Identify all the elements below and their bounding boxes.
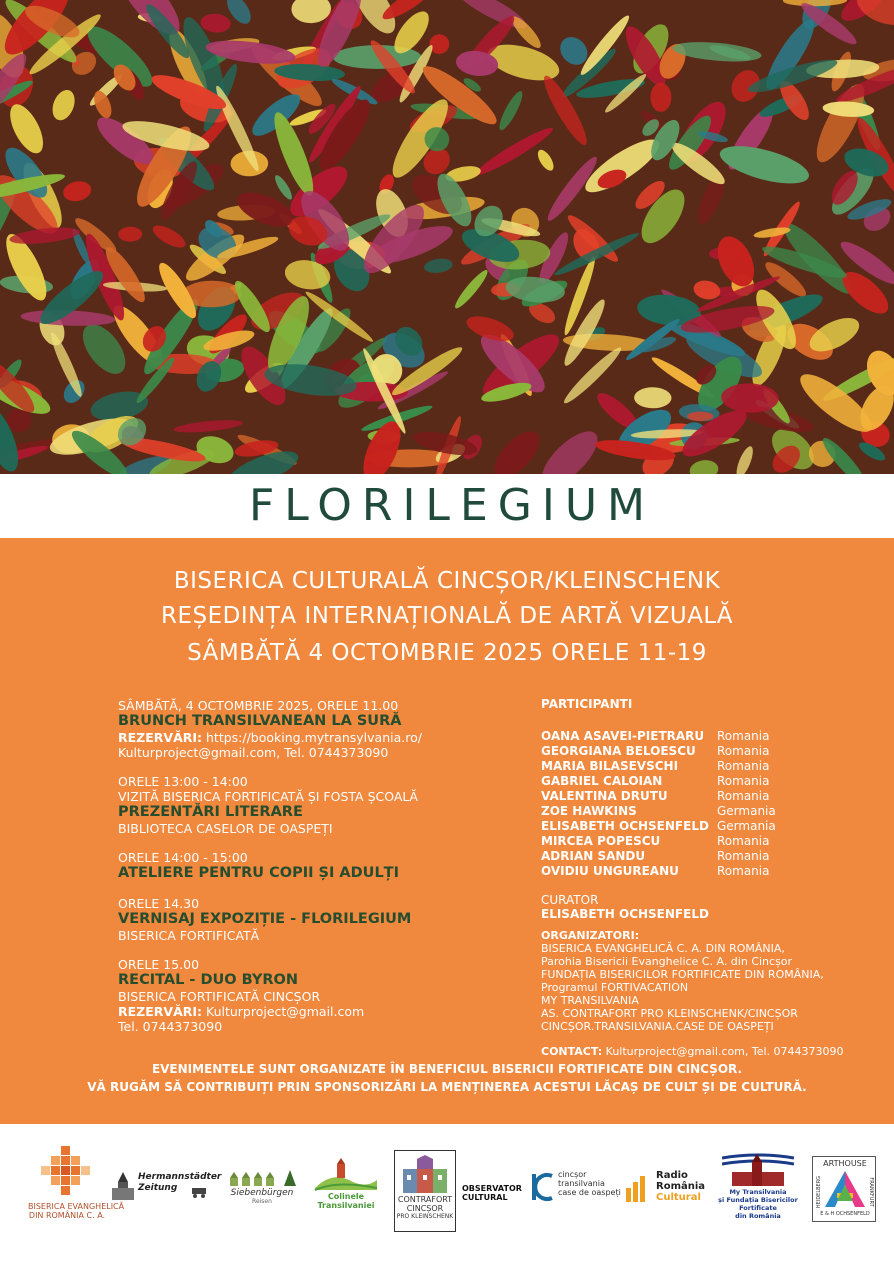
contact-phone: Tel. 0744373090 [118,1019,223,1034]
logo-label: Cultural [656,1192,701,1203]
participant-row [541,864,871,879]
participant-row [541,789,871,804]
logo-label: BISERICA EVANGHELICĂ [28,1202,125,1211]
logo-label: CINCȘOR [406,1204,444,1213]
schedule-block-literary [118,774,422,836]
logo-label: din România [735,1212,781,1220]
sponsor-logos [0,1124,894,1263]
organizer-line: FUNDAȚIA BISERICILOR FORTIFICATE DIN ROMÂNIA, [541,968,824,981]
participants-heading: PARTICIPANTI [541,697,633,711]
participant-name: MARIA BILASEVSCHI [541,759,679,773]
logo-label: Siebenbürgen [230,1188,294,1198]
participant-row [541,849,871,864]
event-detail: VIZITĂ BISERICA FORTIFICATĂ ȘI FOSTA ȘCOALĂ [118,789,418,804]
title-band [0,474,894,538]
participant-country: Germania [717,819,776,833]
logo-label: Radio [656,1170,688,1181]
radio-waves-icon [624,1172,652,1204]
logo-label: Zeitung [138,1183,178,1193]
organizer-line: BISERICA EVANGHELICĂ C. A. DIN ROMÂNIA, [541,942,785,955]
fortified-church-icon [722,1152,794,1188]
event-time: SÂMBĂTĂ, 4 OCTOMBRIE 2025, ORELE 11.00 [118,698,399,713]
hills-church-icon [313,1158,379,1192]
event-title: BRUNCH TRANSILVANEAN LA SURĂ [118,713,402,729]
logo-label: cincșor [558,1170,587,1179]
participant-country: Romania [717,744,770,758]
ic-monogram-icon [530,1170,554,1204]
participant-country: Romania [717,789,770,803]
event-title: VERNISAJ EXPOZIȚIE - FLORILEGIUM [118,911,412,927]
logo-label: My Transilvania [729,1188,787,1196]
participant-country: Germania [717,804,776,818]
participant-name: OANA ASAVEI-PIETRARU [541,729,705,743]
headline-line-1: BISERICA CULTURALĂ CINCȘOR/KLEINSCHENK [173,568,721,594]
logo-siebenburgen-reisen[interactable] [224,1170,300,1205]
contact-line: Kulturproject@gmail.com, Tel. 0744373090 [118,745,389,760]
participant-name: ZOE HAWKINS [541,804,637,818]
logo-label: Fortificate [739,1204,777,1212]
participant-name: ADRIAN SANDU [541,849,646,863]
logo-label: transilvania [558,1179,605,1188]
logo-label: Hermannstädter [138,1172,222,1182]
event-time: ORELE 14:00 - 15:00 [118,850,248,865]
participant-name: ELISABETH OCHSENFELD [541,819,709,833]
participant-name: VALENTINA DRUTU [541,789,668,803]
logo-label: OBSERVATOR [462,1184,522,1193]
participant-country: Romania [717,834,770,848]
logo-label: case de oaspeți [558,1188,621,1197]
participant-name: MIRCEA POPESCU [541,834,661,848]
participant-row [541,834,871,849]
organizers-section [541,929,824,1033]
logo-label: CONTRAFORT [397,1195,453,1204]
logo-label: FRANKFURT [868,1177,874,1207]
event-location: BISERICA FORTIFICATĂ CINCȘOR [118,989,321,1004]
event-location: BIBLIOTECA CASELOR DE OASPEȚI [118,821,333,836]
colorful-a-icon [825,1171,865,1207]
participants-list [541,729,871,879]
logo-label: HEIDELBERG [816,1175,822,1209]
contact-value[interactable]: Kulturproject@gmail.com, Tel. 0744373090 [602,1045,844,1058]
event-time: ORELE 14.30 [118,896,200,911]
poster-title: FLORILEGIUM [249,480,655,531]
logo-label: CULTURAL [462,1193,508,1202]
participant-country: Romania [717,864,770,878]
logo-contrafort[interactable] [394,1150,456,1232]
contact-line [541,1045,844,1058]
logo-colinele-transilvaniei[interactable] [310,1158,382,1210]
schedule-block-vernissage [118,896,422,943]
participant-country: Romania [717,759,770,773]
church-tower-icon [112,1172,134,1200]
participant-country: Romania [717,849,770,863]
logo-label: PRO KLEINSCHENK [396,1213,454,1220]
logo-label: ARTHOUSE [823,1159,867,1168]
reservation-label: REZERVĂRI: [118,730,203,745]
event-title: RECITAL - DUO BYRON [118,972,299,988]
participant-row [541,819,871,834]
event-location: BISERICA FORTIFICATĂ [118,928,260,943]
schedule-block-brunch [118,698,422,760]
carriage-icon [190,1186,210,1198]
headline-line-3: SÂMBĂTĂ 4 OCTOMBRIE 2025 ORELE 11-19 [187,640,707,666]
participant-name: GEORGIANA BELOESCU [541,744,696,758]
event-title: ATELIERE PENTRU COPII ȘI ADULȚI [118,865,399,881]
footer-note-line-2: VĂ RUGĂM SĂ CONTRIBUIȚI PRIN SPONSORIZĂRI LA MENȚINEREA ACESTUI LĂCAȘ DE CULT ȘI DE CULTURĂ. [87,1080,807,1094]
curator-name: ELISABETH OCHSENFELD [541,907,709,921]
contact-label: CONTACT: [541,1045,603,1058]
participant-row [541,729,871,744]
participant-name: OVIDIU UNGUREANU [541,864,679,878]
organizers-list [541,942,824,1033]
logo-observator-cultural[interactable] [462,1184,524,1202]
participant-row [541,744,871,759]
organizer-line: AS. CONTRAFORT PRO KLEINSCHENK/CINCȘOR [541,1007,798,1020]
participant-country: Romania [717,729,770,743]
organizer-line: Parohia Bisericii Evanghelice C. A. din Cincșor [541,955,793,968]
event-time: ORELE 15.00 [118,957,200,972]
logo-label: Colinele [327,1192,365,1201]
logo-label: și Fundația Bisericilor [718,1196,798,1204]
schedule [118,698,422,1048]
logo-label: Reisen [252,1198,272,1205]
logo-label: E & H OCHSENFELD [820,1211,870,1217]
logo-label: Transilvaniei [317,1201,375,1210]
fortress-icon [399,1155,451,1195]
organizer-line: CINCȘOR.TRANSILVANIA.CASE DE OASPEȚI [541,1020,774,1033]
logo-label: DIN ROMÂNIA C. A. [28,1211,106,1220]
reservation-label: REZERVĂRI: [118,1004,203,1019]
participant-row [541,774,871,789]
logo-label: România [656,1181,706,1192]
organizer-line: MY TRANSILVANIA [541,994,639,1007]
organizer-line: Programul FORTIVACATION [541,981,689,994]
participant-name: GABRIEL CALOIAN [541,774,663,788]
footer-note-line-1: EVENIMENTELE SUNT ORGANIZATE ÎN BENEFICIUL BISERICII FORTIFICATE DIN CINCȘOR. [151,1062,743,1076]
curator-heading: CURATOR [541,893,599,907]
event-title: PREZENTĂRI LITERARE [118,804,303,820]
cross-mosaic-icon [37,1144,97,1202]
curator-section [541,893,709,921]
leaves-photo [0,0,894,474]
reservation-link[interactable]: https://booking.mytransylvania.ro/ [202,730,422,745]
participant-row [541,804,871,819]
houses-icon [226,1170,298,1188]
headline-line-2: REȘEDINȚA INTERNAȚIONALĂ DE ARTĂ VIZUALĂ [161,603,733,629]
logo-arthouse[interactable] [812,1156,876,1222]
organizers-heading: ORGANIZATORI: [541,929,640,942]
reservation-email[interactable]: Kulturproject@gmail.com [202,1004,365,1019]
schedule-block-recital [118,957,422,1034]
leaf-shape [687,412,714,421]
logo-my-transilvania[interactable] [716,1152,800,1220]
participant-country: Romania [717,774,770,788]
logo-evangelical-church[interactable] [28,1144,125,1220]
schedule-block-workshops [118,850,422,882]
event-time: ORELE 13:00 - 14:00 [118,774,248,789]
participant-row [541,759,871,774]
